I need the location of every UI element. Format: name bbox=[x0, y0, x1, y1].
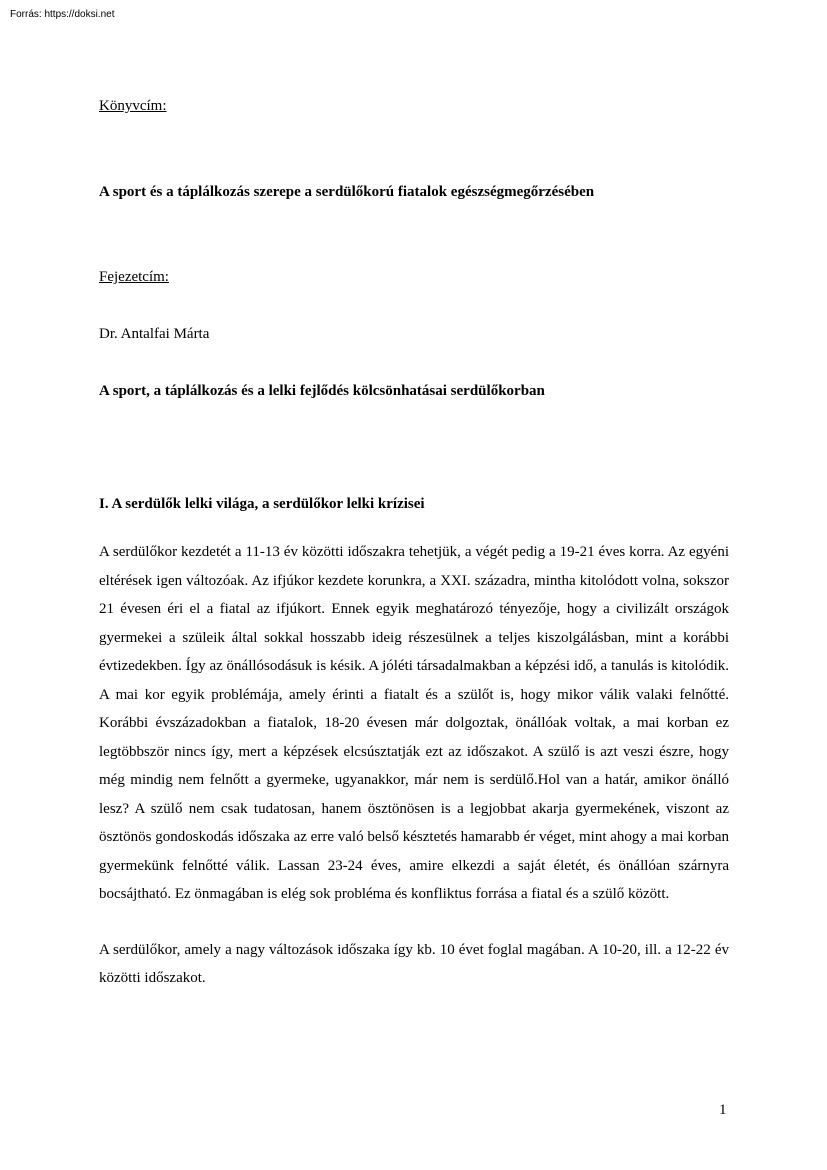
book-title: A sport és a táplálkozás szerepe a serdülőkorú fiatalok egészségmegőrzésében bbox=[99, 184, 595, 200]
document-page bbox=[99, 98, 729, 993]
body-paragraph-1: A serdülőkor kezdetét a 11-13 év közötti időszakra tehetjük, a végét pedig a 19-21 éves korra. Az egyéni eltérések igen változóak. Az ifjúkor kezdete korunkra, a XXI. századra, mintha kitolódott volna, sokszor 21 évesen éri el a fiatal az ifjúkort. Ennek egyik meghatározó tényezője, hogy a civilizált országok gyermekei a szüleik által sokkal hosszabb ideig részesülnek a teljes kiszolgálásban, mint a korábbi évtizedekben. Így az önállósodásuk is késik. A jóléti társadalmakban a képzési idő, a tanulás is kitolódik. A mai kor egyik problémája, amely érinti a fiatalt és a szülőt is, hogy mikor válik valaki felnőtté. Korábbi évszázadokban a fiatalok, 18-20 évesen már dolgoztak, önállóak voltak, a mai korban ez legtöbbször nincs így, mert a képzések elcsúsztatják ezt az időszakot. A szülő is azt veszi észre, hogy még mindig nem felnőtt a gyermeke, ugyanakkor, már nem is serdülő.Hol van a határ, amikor önálló lesz? A szülő nem csak tudatosan, hanem ösztönösen is a legjobbat akarja gyermekének, viszont az ösztönös gondoskodás időszaka az erre való belső késztetés hamarabb ér véget, mint ahogy a mai korban gyermekünk felnőtté válik. Lassan 23-24 éves, amire elkezdi a saját életét, és önállóan szárnyra bocsájtható. Ez önmagában is elég sok probléma és konfliktus forrása a fiatal és a szülő között. bbox=[99, 544, 729, 902]
chapter-label: Fejezetcím: bbox=[99, 269, 169, 285]
section-heading: I. A serdülők lelki világa, a serdülőkor lelki krízisei bbox=[99, 496, 425, 512]
chapter-title: A sport, a táplálkozás és a lelki fejlődés kölcsönhatásai serdülőkorban bbox=[99, 383, 545, 399]
body-paragraph-2: A serdülőkor, amely a nagy változások időszaka így kb. 10 évet foglal magában. A 10-20, ill. a 12-22 év közötti időszakot. bbox=[99, 941, 729, 986]
book-label: Könyvcím: bbox=[99, 98, 167, 114]
source-label: Forrás: https://doksi.net bbox=[10, 9, 115, 20]
page-number: 1 bbox=[719, 1102, 727, 1118]
author-name: Dr. Antalfai Márta bbox=[99, 326, 210, 342]
